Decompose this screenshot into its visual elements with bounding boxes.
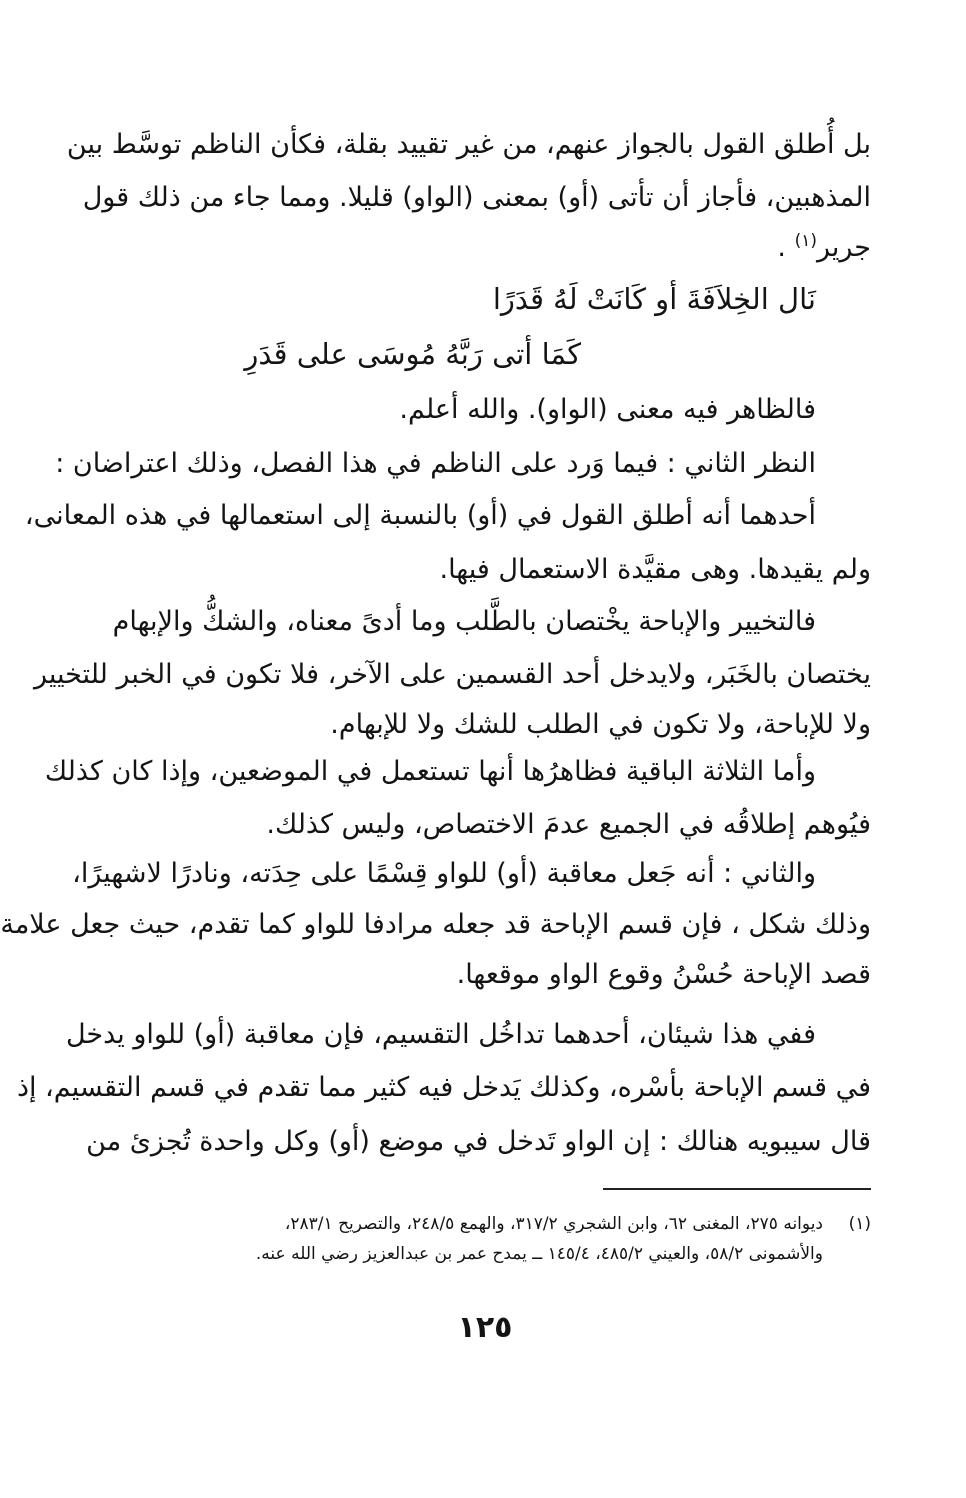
text-line: المذهبين، فأجاز أن تأتى (أو) بمعنى (الواو) قليلا. ومما جاء من ذلك قول (82, 182, 871, 213)
text-line: النظر الثاني : فيما وَرد على الناظم في هذا الفصل، وذلك اعتراضان : (55, 448, 816, 479)
text-line: والثاني : أنه جَعل معاقبة (أو) للواو قِسْمًا على حِدَته، ونادرًا لاشهيرًا، (72, 858, 816, 889)
text-line: وأما الثلاثة الباقية فظاهرُها أنها تستعمل في الموضعين، وإذا كان كذلك (44, 756, 816, 787)
text-line: بل أُطلق القول بالجواز عنهم، من غير تقييد بقلة، فكأن الناظم توسَّط بين (66, 129, 871, 160)
footnote-separator (603, 1188, 871, 1190)
text-fragment: جرير (817, 232, 871, 263)
text-line: ولا للإباحة، ولا تكون في الطلب للشك ولا للإبهام. (330, 709, 871, 740)
text-line: فيُوهم إطلاقُه في الجميع عدمَ الاختصاص، وليس كذلك. (266, 809, 871, 840)
footnote-line (99, 1210, 871, 1238)
text-line: قصد الإباحة حُسْنُ وقوع الواو موقعها. (456, 959, 871, 990)
verse-second-hemistich: كَمَا أتى رَبَّهُ مُوسَى على قَدَرِ (244, 337, 581, 371)
footnote-text: ديوانه ٢٧٥، المغنى ٦٢، وابن الشجري ٣١٧/٢، والهمع ٢٤٨/٥، والتصريح ٢٨٣/١، (284, 1214, 823, 1234)
footnote-line (99, 1240, 871, 1268)
text-line: قال سيبويه هنالك : إن الواو تَدخل في موضع (أو) وكل واحدة تُجزئ من (86, 1126, 871, 1157)
text-line: ولم يقيدها. وهى مقيَّدة الاستعمال فيها. (439, 554, 871, 585)
text-line: ففي هذا شيئان، أحدهما تداخُل التقسيم، فإن معاقبة (أو) للواو يدخل (65, 1019, 816, 1050)
text-line: وذلك شكل ، فإن قسم الإباحة قد جعله مرادفا للواو كما تقدم، حيث جعل علامة (0, 909, 871, 940)
text-line: فالتخيير والإباحة يخْتصان بالطَّلب وما أدىً معناه، والشكُّ والإبهام (112, 606, 816, 637)
text-line: يختصان بالخَبَر، ولايدخل أحد القسمين على الآخر، فلا تكون في الخبر للتخيير (33, 659, 871, 690)
footnote-text: والأشمونى ٥٨/٢، والعيني ٤٨٥/٢، ١٤٥/٤ ــ يمدح عمر بن عبدالعزيز رضي الله عنه. (255, 1244, 823, 1264)
text-line: في قسم الإباحة بأسْره، وكذلك يَدخل فيه كثير مما تقدم في قسم التقسيم، إذ (16, 1072, 871, 1103)
text-line-with-footnote: جرير$^{(١)}$ . (777, 231, 871, 263)
verse-first-hemistich: نَال الخِلاَفَةَ أو كَانَتْ لَهُ قَدَرًا (492, 282, 816, 316)
page-number: ١٢٥ (457, 1310, 513, 1345)
footnote-reference: (١) (794, 231, 817, 251)
text-line: فالظاهر فيه معنى (الواو). والله أعلم. (399, 394, 816, 425)
text-line: أحدهما أنه أطلق القول في (أو) بالنسبة إلى استعمالها في هذه المعانى، (24, 500, 816, 531)
footnote-number: (١) (848, 1214, 871, 1234)
